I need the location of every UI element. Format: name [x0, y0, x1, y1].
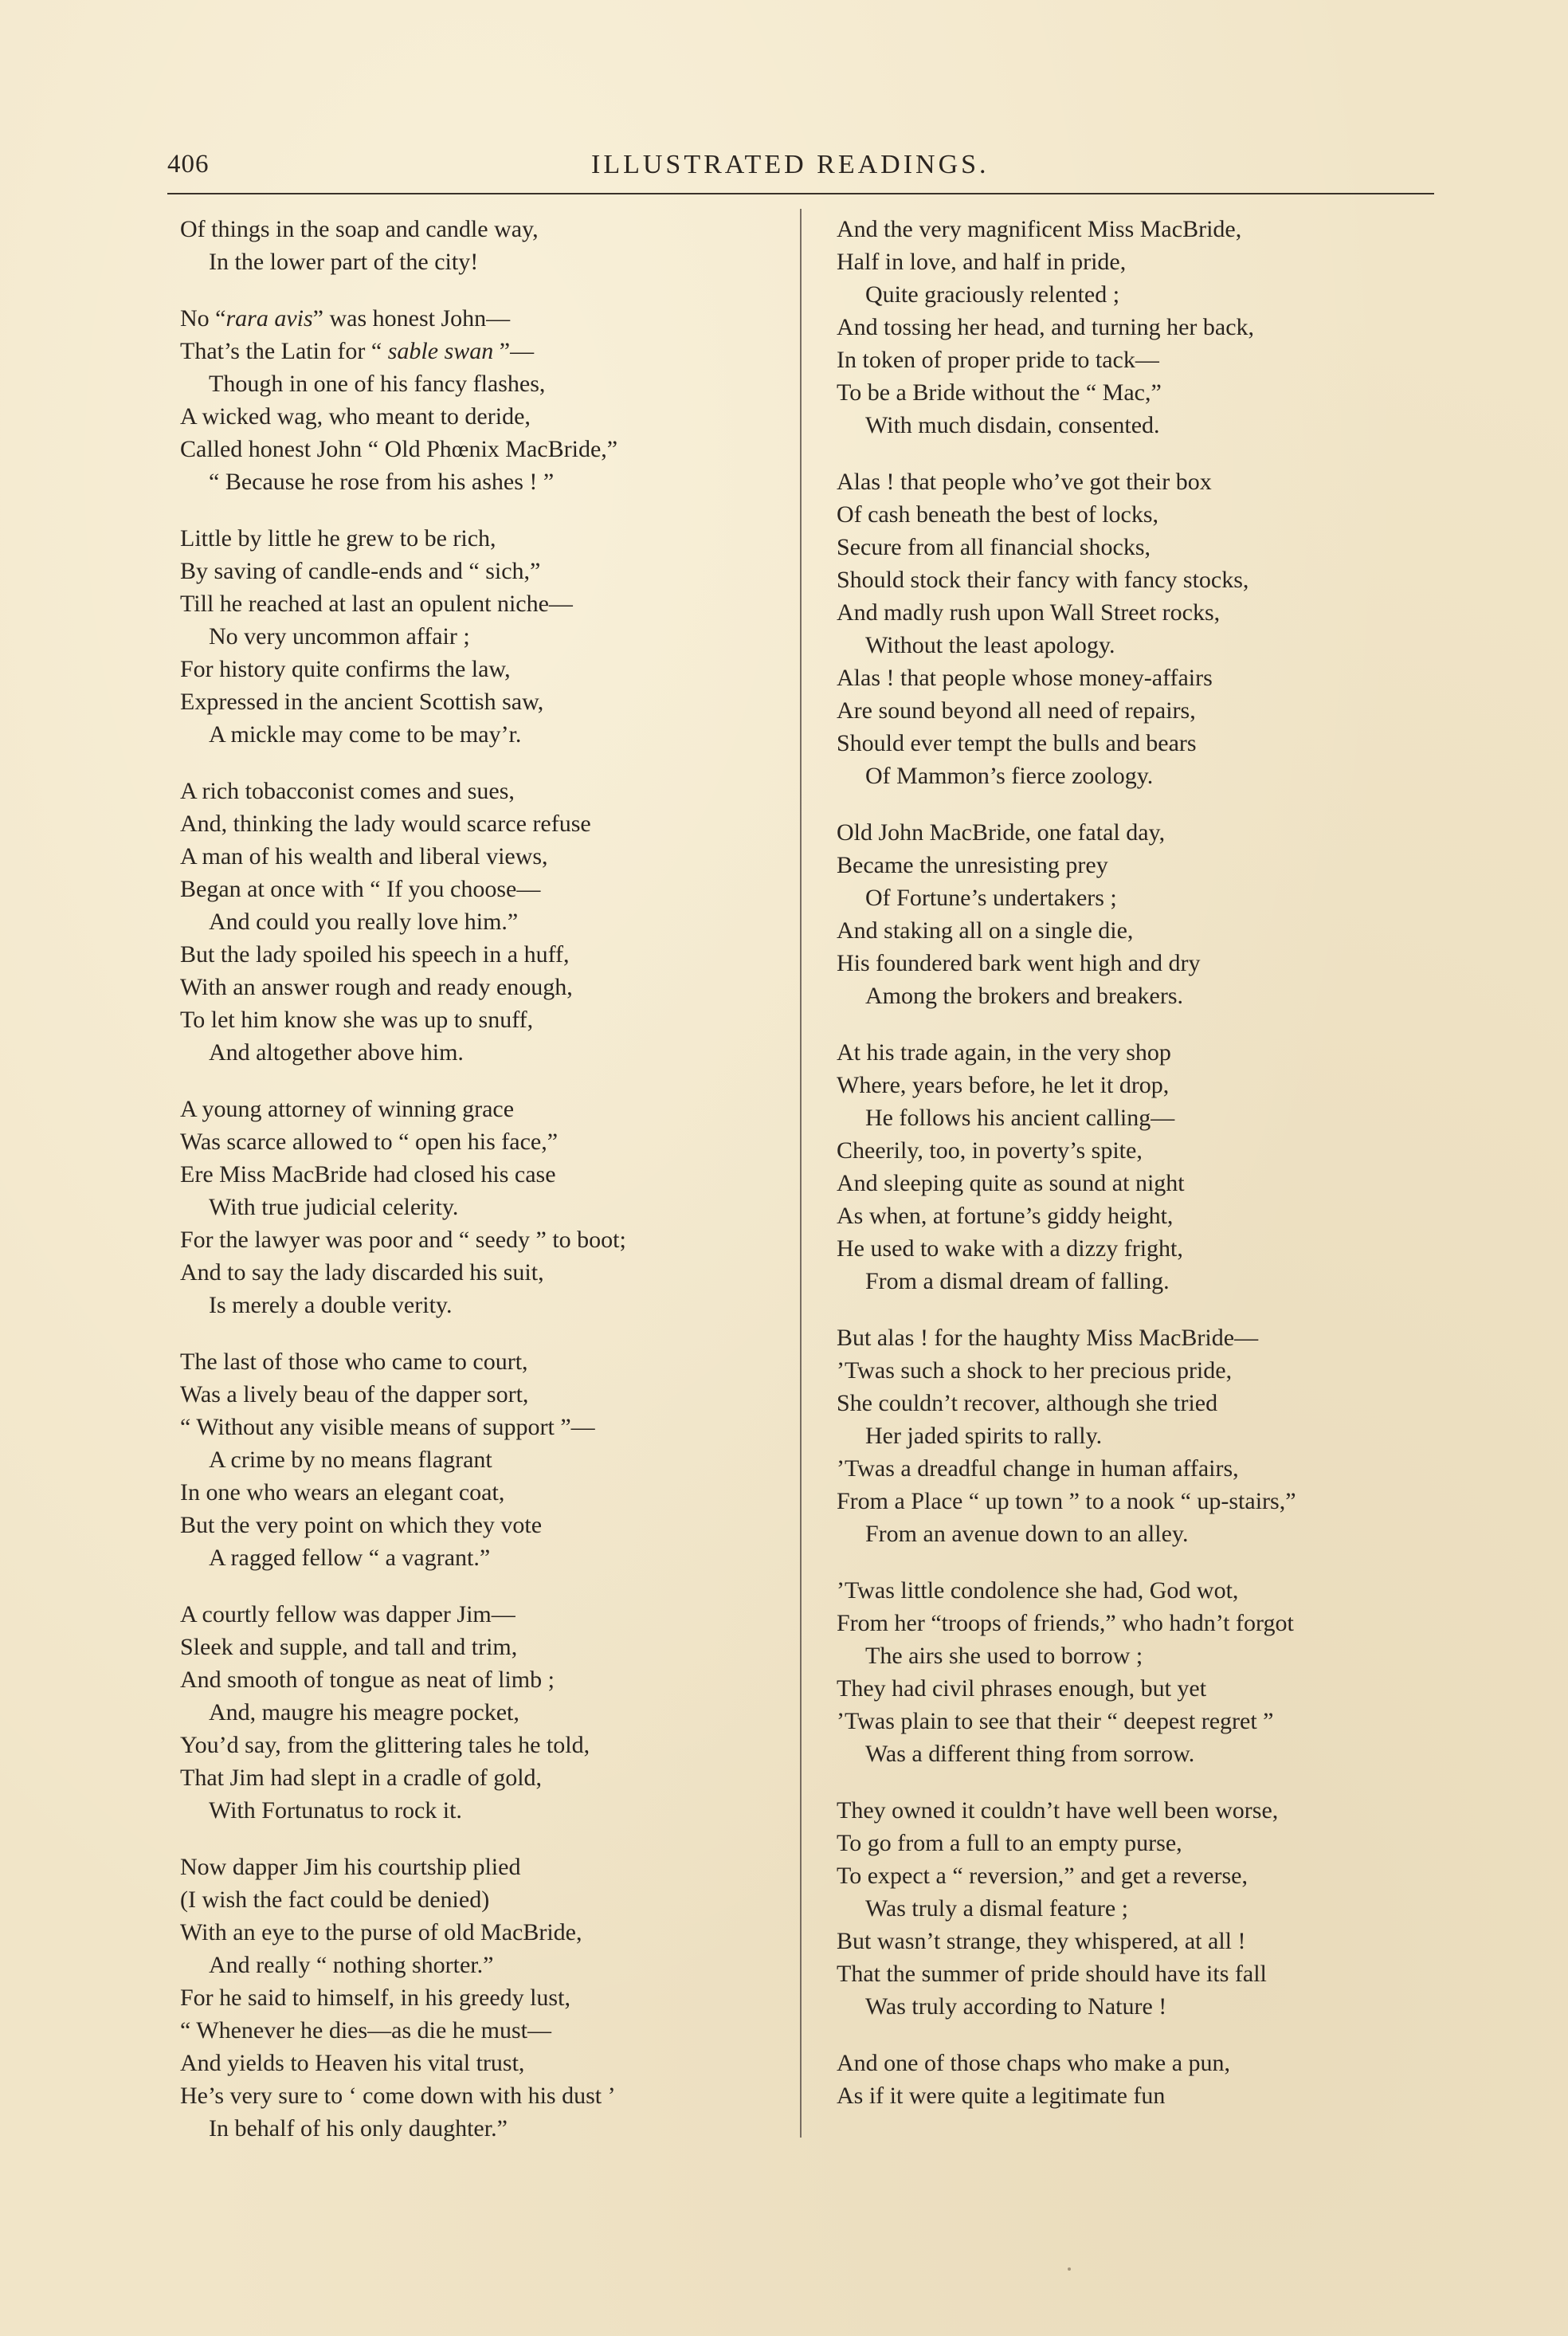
poem-line: (I wish the fact could be denied): [180, 1886, 490, 1913]
poem-line: Was a different thing from sorrow.: [865, 1741, 1195, 1767]
stanza: [837, 213, 1466, 442]
poem-line: With Fortunatus to rock it.: [209, 1797, 462, 1824]
stanza: [180, 1093, 786, 1321]
poem-line: For he said to himself, in his greedy lust,: [180, 1985, 570, 2011]
poem-line: A ragged fellow “ a vagrant.”: [209, 1545, 491, 1571]
poem-line: Without the least apology.: [865, 632, 1115, 658]
poem-line: As when, at fortune’s giddy height,: [837, 1203, 1174, 1229]
poem-line: At his trade again, in the very shop: [837, 1039, 1171, 1066]
poem-line: With true judicial celerity.: [209, 1194, 459, 1220]
poem-line: Alas ! that people whose money-affairs: [837, 665, 1213, 691]
poem-line: From a Place “ up town ” to a nook “ up-stairs,”: [837, 1488, 1296, 1514]
poem-line: In token of proper pride to tack—: [837, 347, 1159, 373]
stanza: [837, 1794, 1466, 2023]
poem-line: “ Because he rose from his ashes ! ”: [209, 469, 555, 495]
poem-line: The airs she used to borrow ;: [865, 1643, 1143, 1669]
stanza: [837, 1574, 1466, 1770]
poem-line: From an avenue down to an alley.: [865, 1521, 1189, 1547]
poem-line: “ Without any visible means of support ”—: [180, 1414, 595, 1440]
stanza: [180, 302, 786, 498]
poem-line: And altogether above him.: [209, 1039, 464, 1066]
stanza: [837, 1321, 1466, 1550]
poem-line: The last of those who came to court,: [180, 1349, 528, 1375]
poem-line: [180, 335, 786, 367]
running-title: ILLUSTRATED READINGS.: [591, 150, 990, 179]
header-rule: [167, 193, 1434, 194]
right-column: [837, 213, 1466, 2136]
stanza: [837, 1036, 1466, 1298]
poem-line: By saving of candle-ends and “ sich,”: [180, 558, 541, 584]
poem-line: Old John MacBride, one fatal day,: [837, 819, 1166, 846]
poem-line: A mickle may come to be may’r.: [209, 721, 522, 748]
paper-speck: [1068, 2267, 1071, 2271]
poem-line: Till he reached at last an opulent niche—: [180, 591, 573, 617]
left-column: [180, 213, 786, 2169]
poem-line: She couldn’t recover, although she tried: [837, 1390, 1218, 1416]
poem-line: But the lady spoiled his speech in a huff,: [180, 941, 570, 968]
poem-line: Was scarce allowed to “ open his face,”: [180, 1129, 559, 1155]
poem-line: Half in love, and half in pride,: [837, 249, 1127, 275]
poem-line: A rich tobacconist comes and sues,: [180, 778, 515, 804]
poem-line: He follows his ancient calling—: [865, 1105, 1175, 1131]
poem-line: And staking all on a single die,: [837, 917, 1134, 944]
poem-line: Though in one of his fancy flashes,: [209, 371, 546, 397]
poem-line: But the very point on which they vote: [180, 1512, 543, 1538]
stanza: [180, 1598, 786, 1827]
poem-line: Became the unresisting prey: [837, 852, 1108, 878]
stanza: [837, 816, 1466, 1012]
poem-line: “ Whenever he dies—as die he must—: [180, 2017, 551, 2044]
poem-line: And the very magnificent Miss MacBride,: [837, 216, 1242, 242]
poem-line: From her “troops of friends,” who hadn’t forgot: [837, 1610, 1294, 1636]
stanza: [837, 465, 1466, 792]
poem-line: And really “ nothing shorter.”: [209, 1952, 494, 1978]
poem-line: Sleek and supple, and tall and trim,: [180, 1634, 518, 1660]
poem-line: [180, 302, 786, 335]
poem-line: Is merely a double verity.: [209, 1292, 453, 1318]
poem-line: He’s very sure to ‘ come down with his dust ’: [180, 2083, 616, 2109]
poem-line: Now dapper Jim his courtship plied: [180, 1854, 521, 1880]
poem-line: Was truly a dismal feature ;: [865, 1895, 1128, 1922]
poem-line: Expressed in the ancient Scottish saw,: [180, 689, 544, 715]
poem-line: Of things in the soap and candle way,: [180, 216, 539, 242]
poem-line: Of Fortune’s undertakers ;: [865, 885, 1117, 911]
poem-line: And sleeping quite as sound at night: [837, 1170, 1185, 1196]
poem-line: With much disdain, consented.: [865, 412, 1160, 438]
latin-phrase: rara avis: [225, 305, 313, 332]
poem-line: Her jaded spirits to rally.: [865, 1423, 1103, 1449]
poem-line: From a dismal dream of falling.: [865, 1268, 1170, 1294]
poem-line: To be a Bride without the “ Mac,”: [837, 379, 1162, 406]
stanza: [180, 522, 786, 751]
poem-line: His foundered bark went high and dry: [837, 950, 1201, 976]
poem-line: A wicked wag, who meant to deride,: [180, 403, 531, 430]
poem-line: Called honest John “ Old Phœnix MacBride,”: [180, 436, 618, 462]
poem-line-part: ”—: [493, 338, 535, 364]
poem-line: But wasn’t strange, they whispered, at all !: [837, 1928, 1246, 1954]
poem-line: Are sound beyond all need of repairs,: [837, 697, 1196, 724]
poem-line: He used to wake with a dizzy fright,: [837, 1235, 1183, 1262]
column-divider: [800, 209, 802, 2138]
poem-line: Should stock their fancy with fancy stocks,: [837, 567, 1249, 593]
poem-line: And yields to Heaven his vital trust,: [180, 2050, 525, 2076]
poem-line: Quite graciously relented ;: [865, 281, 1120, 308]
poem-line: In the lower part of the city!: [209, 249, 479, 275]
poem-line: And tossing her head, and turning her back,: [837, 314, 1255, 340]
poem-line: And smooth of tongue as neat of limb ;: [180, 1667, 555, 1693]
poem-line: To expect a “ reversion,” and get a reverse,: [837, 1863, 1248, 1889]
poem-line: No very uncommon affair ;: [209, 623, 470, 650]
poem-line: A courtly fellow was dapper Jim—: [180, 1601, 515, 1627]
poem-line: They had civil phrases enough, but yet: [837, 1675, 1207, 1702]
poem-line: Among the brokers and breakers.: [865, 983, 1184, 1009]
poem-line: But alas ! for the haughty Miss MacBride—: [837, 1325, 1259, 1351]
poem-line: For history quite confirms the law,: [180, 656, 511, 682]
poem-line: Of Mammon’s fierce zoology.: [865, 763, 1154, 789]
page-header: [167, 150, 1434, 190]
poem-line: A young attorney of winning grace: [180, 1096, 515, 1122]
poem-line: With an eye to the purse of old MacBride,: [180, 1919, 582, 1945]
poem-line: For the lawyer was poor and “ seedy ” to boot;: [180, 1227, 626, 1253]
poem-line: ’Twas such a shock to her precious pride,: [837, 1357, 1233, 1384]
poem-line: And one of those chaps who make a pun,: [837, 2050, 1231, 2076]
poem-line: That Jim had slept in a cradle of gold,: [180, 1765, 543, 1791]
poem-line: ’Twas plain to see that their “ deepest regret ”: [837, 1708, 1274, 1734]
latin-translation: sable swan: [387, 338, 494, 364]
stanza: [180, 1851, 786, 2145]
poem-line: And could you really love him.”: [209, 909, 519, 935]
poem-line: As if it were quite a legitimate fun: [837, 2083, 1166, 2109]
poem-line: With an answer rough and ready enough,: [180, 974, 573, 1000]
poem-line: Of cash beneath the best of locks,: [837, 501, 1159, 528]
page-number: 406: [167, 150, 210, 179]
poem-line: And, thinking the lady would scarce refuse: [180, 811, 591, 837]
poem-line: And, maugre his meagre pocket,: [209, 1699, 519, 1725]
stanza: [180, 213, 786, 278]
poem-line: Alas ! that people who’ve got their box: [837, 469, 1212, 495]
poem-line: And madly rush upon Wall Street rocks,: [837, 599, 1221, 626]
poem-line: To go from a full to an empty purse,: [837, 1830, 1182, 1856]
poem-line: Ere Miss MacBride had closed his case: [180, 1161, 556, 1188]
poem-line: Secure from all financial shocks,: [837, 534, 1151, 560]
stanza: [180, 1345, 786, 1574]
poem-line: Little by little he grew to be rich,: [180, 525, 496, 552]
poem-line: That the summer of pride should have its fall: [837, 1961, 1267, 1987]
poem-line: In behalf of his only daughter.”: [209, 2115, 508, 2142]
stanza: [837, 2047, 1466, 2112]
poem-line-part: ” was honest John—: [312, 305, 511, 332]
poem-line: Should ever tempt the bulls and bears: [837, 730, 1197, 756]
poem-line: ’Twas a dreadful change in human affairs,: [837, 1455, 1239, 1482]
poem-line: And to say the lady discarded his suit,: [180, 1259, 544, 1286]
poem-line-part: That’s the Latin for “: [180, 338, 388, 364]
poem-line: Where, years before, he let it drop,: [837, 1072, 1170, 1098]
poem-line: They owned it couldn’t have well been worse,: [837, 1797, 1279, 1824]
stanza: [180, 775, 786, 1069]
poem-line: Was truly according to Nature !: [865, 1993, 1167, 2020]
poem-line: A crime by no means flagrant: [209, 1447, 492, 1473]
poem-line: Was a lively beau of the dapper sort,: [180, 1381, 529, 1407]
poem-line-part: No “: [180, 305, 226, 332]
poem-line: ’Twas little condolence she had, God wot,: [837, 1577, 1239, 1604]
poem-line: In one who wears an elegant coat,: [180, 1479, 505, 1506]
poem-line: Began at once with “ If you choose—: [180, 876, 541, 902]
poem-line: Cheerily, too, in poverty’s spite,: [837, 1137, 1143, 1164]
poem-line: You’d say, from the glittering tales he told,: [180, 1732, 590, 1758]
poem-line: A man of his wealth and liberal views,: [180, 843, 548, 870]
poem-line: To let him know she was up to snuff,: [180, 1007, 534, 1033]
